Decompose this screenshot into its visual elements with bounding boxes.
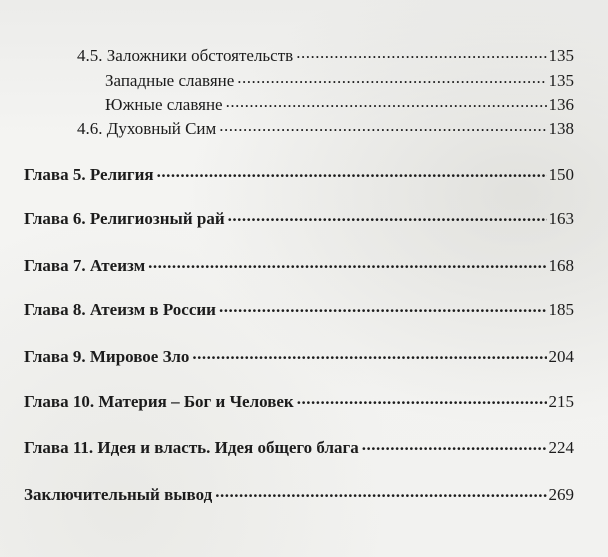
toc-entry-chapter-5 (24, 163, 574, 185)
toc-entry-page: 168 (548, 256, 574, 275)
dot-leader (192, 345, 546, 362)
toc-entry-label: Глава 8. Атеизм в России (24, 300, 216, 319)
toc-entry-chapter-8 (24, 298, 574, 320)
toc-entry-page: 150 (548, 165, 574, 184)
toc-entry-label: Глава 5. Религия (24, 165, 154, 184)
toc-entry-page: 138 (548, 119, 574, 138)
toc-entry-label: Южные славяне (105, 95, 223, 114)
toc-entry-label: Западные славяне (105, 71, 235, 90)
toc-entry-page: 135 (548, 46, 574, 65)
dot-leader (362, 436, 547, 453)
toc-entry-southern-slavs (105, 93, 574, 115)
toc-entry-page: 135 (548, 71, 574, 90)
toc-entry-label: Глава 9. Мировое Зло (24, 347, 190, 366)
toc-entry-label: 4.5. Заложники обстоятельств (77, 46, 294, 65)
toc-entry-page: 163 (548, 209, 574, 228)
dot-leader (157, 163, 547, 180)
toc-entry-label: Глава 11. Идея и власть. Идея общего блага (24, 438, 359, 457)
dot-leader (237, 69, 546, 86)
toc-entry-label: Глава 7. Атеизм (24, 256, 146, 275)
dot-leader (296, 44, 546, 61)
toc-entry-chapter-6 (24, 207, 574, 229)
toc-entry-page: 269 (548, 485, 574, 504)
toc-entry-page: 224 (548, 438, 574, 457)
dot-leader (219, 117, 546, 134)
toc-entry-4-5 (77, 44, 574, 66)
toc-entry-label: Заключительный вывод (24, 485, 213, 504)
toc-entry-chapter-11 (24, 436, 574, 458)
toc-entry-page: 136 (548, 95, 574, 114)
dot-leader (228, 207, 547, 224)
toc-entry-label: 4.6. Духовный Сим (77, 119, 217, 138)
dot-leader (297, 390, 547, 407)
toc-entry-chapter-7 (24, 254, 574, 276)
toc-entry-page: 215 (548, 392, 574, 411)
toc-entry-page: 204 (548, 347, 574, 366)
toc-entry-chapter-10 (24, 390, 574, 412)
toc-entry-label: Глава 10. Материя – Бог и Человек (24, 392, 294, 411)
toc-entry-page: 185 (548, 300, 574, 319)
dot-leader (226, 93, 547, 110)
dot-leader (215, 483, 546, 500)
toc-entry-chapter-9 (24, 345, 574, 367)
toc-entry-label: Глава 6. Религиозный рай (24, 209, 225, 228)
toc-entry-western-slavs (105, 69, 574, 91)
toc-entry-conclusion (24, 483, 574, 505)
dot-leader (148, 254, 546, 271)
toc-entry-4-6 (77, 117, 574, 139)
dot-leader (219, 298, 547, 315)
